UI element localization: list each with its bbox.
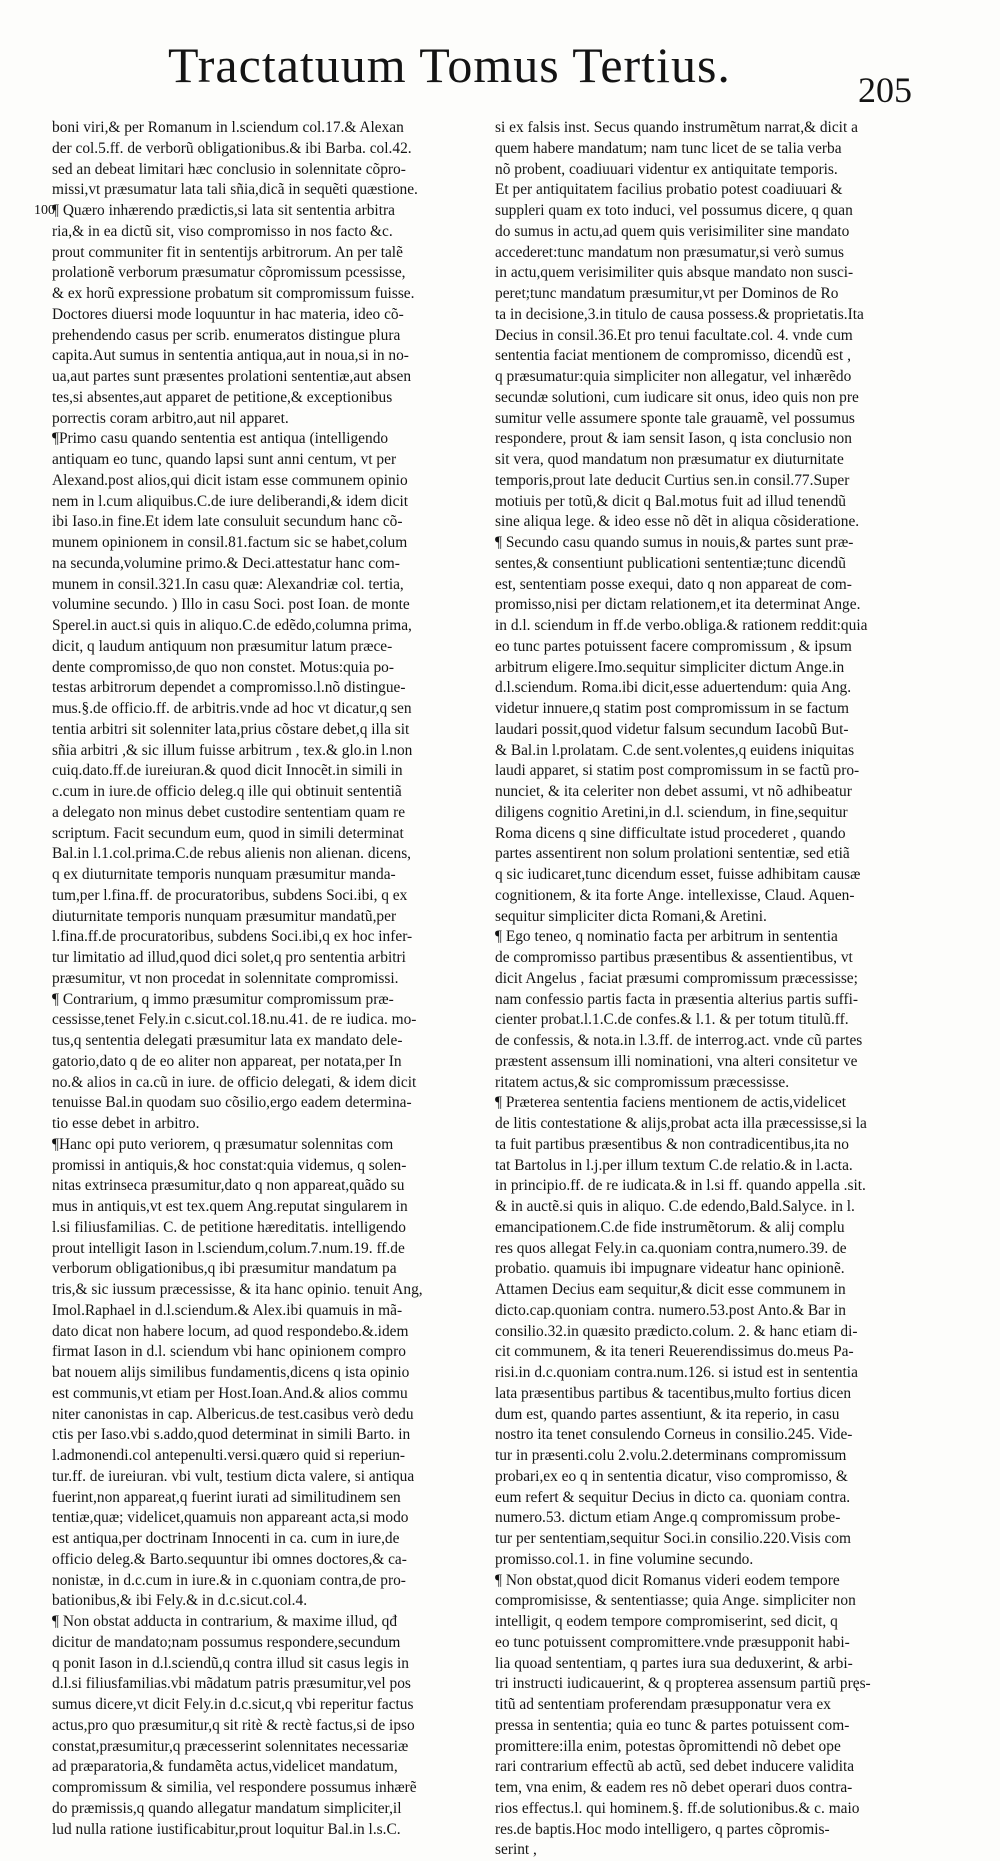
text-line: est communis,vt etiam per Host.Ioan.And.& alios commu bbox=[52, 1384, 408, 1402]
text-line: ua,aut partes sunt præsentes prolationi sententiæ,aut absen bbox=[52, 368, 412, 385]
text-line: d.l.si filiusfamilias.vbi mãdatum patris præsumitur,vel pos bbox=[52, 1675, 411, 1693]
text-line: arbitrum eligere.Imo.sequitur simpliciter dictum Ange.in bbox=[495, 658, 845, 676]
text-line: cuiq.dato.ff.de iureiuran.& quod dicit Innocẽt.in simili in bbox=[52, 762, 403, 780]
text-line: & in auctẽ.si quis in aliquo. C.de edendo,Bald.Salyce. in l. bbox=[495, 1198, 855, 1215]
text-line: numero.53. dictum etiam Ange.q compromissum probe- bbox=[495, 1509, 841, 1527]
text-line: tio esse debet in arbitro. bbox=[52, 1115, 200, 1132]
text-line: ¶ Secundo casu quando sumus in nouis,& partes sunt præ- bbox=[495, 534, 854, 551]
text-line: est antiqua,per doctrinam Innocenti in ca. cum in iure,de bbox=[52, 1530, 400, 1547]
text-line: in d.l. sciendum in ff.de verbo.obliga.& rationem reddit:quia bbox=[495, 617, 868, 634]
text-line: dicit Angelus , faciat præsumi compromissum præcessisse; bbox=[495, 969, 858, 987]
text-line: Doctores diuersi mode loquuntur in hac materia, ideo cõ- bbox=[52, 305, 404, 323]
text-line: bationibus,& ibi Fely.& in d.c.sicut.col.4. bbox=[52, 1592, 308, 1610]
text-line: Imol.Raphael in d.l.sciendum.& Alex.ibi quamuis in mã- bbox=[52, 1301, 403, 1319]
text-line: probari,ex eo q in sententia dicatur, viso compromisso, & bbox=[495, 1467, 848, 1485]
text-line: ¶ Quæro inhærendo prædictis,si lata sit sententia arbitra bbox=[52, 202, 395, 219]
text-line: ibi Iaso.in fine.Et idem late consuluit secundum hanc cõ- bbox=[52, 513, 403, 531]
text-line: titũ ad sententiam proferendam præsupponatur vera ex bbox=[495, 1696, 831, 1713]
text-line: a delegato non minus debet custodire sententiam quam re bbox=[52, 803, 406, 821]
text-line: cessisse,tenet Fely.in c.sicut.col.18.nu.41. de re iudica. mo- bbox=[52, 1011, 417, 1029]
text-line: sit vera, quod mandatum non præsumatur ex diuturnitate bbox=[495, 451, 844, 468]
text-line: Sperel.in auct.si quis in aliquo.C.de edẽdo,columna prima, bbox=[52, 617, 412, 634]
text-line: dum est, quando partes assentiunt, & ita reperio, in casu bbox=[495, 1405, 840, 1423]
text-line: eo tunc potuissent compromittere.vnde præsupponit habi- bbox=[495, 1633, 850, 1651]
text-line: bat nouem alijs similibus fundamentis,dicens q ista opinio bbox=[52, 1364, 410, 1381]
text-line: laudari possit,quod videtur falsum secundum Iacobũ But- bbox=[495, 720, 849, 738]
text-line: cognitionem, & ita forte Ange. intellexisse, Claud. Aquen- bbox=[495, 886, 855, 904]
text-line: promissi in antiquis,& hoc constat:quia videmus, q solen- bbox=[52, 1156, 407, 1174]
text-line: consilio.32.in quæsito prædicto.colum. 2. & hanc etiam di- bbox=[495, 1322, 858, 1340]
text-line: ¶ Non obstat,quod dicit Romanus videri eodem tempore bbox=[495, 1571, 840, 1589]
text-line: sumitur velle assumere sponte tale grauamẽ, vel possumus bbox=[495, 409, 855, 427]
text-line: ¶Hanc opi puto veriorem, q præsumatur solennitas com bbox=[52, 1135, 394, 1153]
text-line: suppleri quam ex toto induci, vel possumus dicere, q quan bbox=[495, 202, 853, 219]
right-text-column bbox=[495, 118, 905, 1861]
text-line: ¶ Contrarium, q immo præsumitur compromissum præ- bbox=[52, 990, 394, 1008]
text-line: testas arbitrorum dependet a compromisso.l.nõ distingue- bbox=[52, 679, 406, 697]
text-line: verborum obligationibus,q ibi præsumitur mandatum pa bbox=[52, 1260, 397, 1278]
text-line: Alexand.post alios,qui dicit istam esse communem opinio bbox=[52, 471, 408, 489]
text-line: diuturnitate temporis nunquam præsumitur mandatũ,per bbox=[52, 907, 397, 925]
text-line: si ex falsis inst. Secus quando instrumẽtum narrat,& dicit a bbox=[495, 119, 858, 136]
text-line: cit communem, & ita teneri Reuerendissimus do.meus Pa- bbox=[495, 1343, 854, 1361]
text-line: do sumus in actu,ad quem quis verisimiliter sine mandato bbox=[495, 222, 850, 240]
text-line: actus,pro quo præsumitur,q sit ritè & rectè factus,si de ipso bbox=[52, 1716, 415, 1734]
text-line: mus in antiquis,vt est tex.quem Ang.reputat singularem in bbox=[52, 1198, 408, 1215]
text-line: cienter probat.l.1.C.de confes.& l.1. & per totum titulũ.ff. bbox=[495, 1011, 849, 1029]
text-line: eum refert & sequitur Decius in dicto ca. quoniam contra. bbox=[495, 1488, 851, 1506]
text-line: diligens cognitio Aretini,in d.l. sciendum, in fine,sequitur bbox=[495, 803, 848, 821]
text-line: q sic iudicaret,tunc dicendum esset, fuisse adhibitam causæ bbox=[495, 866, 861, 883]
text-line: dicit, q laudum antiquum non præsumitur latum præce- bbox=[52, 637, 393, 655]
text-line: ta fuit partibus præsentibus & non contradicentibus,ita no bbox=[495, 1135, 849, 1153]
text-line: promisso.col.1. in fine volumine secundo. bbox=[495, 1550, 754, 1568]
text-line: lud nulla ratione iustificabitur,prout loquitur Bal.in l.s.C. bbox=[52, 1820, 401, 1838]
text-line: prout intelligit Iason in l.sciendum,colum.7.num.19. ff.de bbox=[52, 1239, 405, 1257]
text-line: Decius in consil.36.Et pro tenui facultate.col. 4. vnde cum bbox=[495, 326, 853, 344]
text-line: sed an debeat limitari hæc conclusio in solennitate cõpro- bbox=[52, 160, 406, 178]
running-title: Tractatuum Tomus Tertius. bbox=[168, 37, 731, 93]
text-line: tri instructi iudicauerint, & q propterea assensum partiũ pręs- bbox=[495, 1675, 871, 1693]
text-line: intelligit, q eodem tempore compromiserint, sed dicit, q bbox=[495, 1613, 838, 1630]
text-line: est, sententiam posse exequi, dato q non appareat de com- bbox=[495, 575, 852, 593]
text-line: nunciet, & ita celeriter non debet assumi, vt nõ adhibeatur bbox=[495, 783, 852, 800]
text-line: dente compromisso,de quo non constet. Motus:quia po- bbox=[52, 658, 394, 676]
text-line: ¶ Ego teneo, q nominatio facta per arbitrum in sententia bbox=[495, 928, 838, 946]
left-text-column bbox=[52, 118, 462, 1840]
text-line: l.fina.ff.de procuratoribus, subdens Soci.ibi,q ex hoc infer- bbox=[52, 928, 413, 946]
text-line: de compromisso partibus præsentibus & assentientibus, vt bbox=[495, 949, 853, 966]
text-line: volumine secundo. ) Illo in casu Soci. post Ioan. de monte bbox=[52, 596, 410, 614]
page-header bbox=[0, 0, 1000, 110]
text-line: tris,& sic iussum præcessisse, & ita hanc opinio. tenuit Ang, bbox=[52, 1281, 423, 1298]
text-line: capita.Aut sumus in sententia antiqua,aut in noua,si in no- bbox=[52, 347, 409, 365]
text-line: peret;tunc mandatum præsumitur,vt per Dominos de Ro bbox=[495, 285, 839, 302]
text-line: tur per sententiam,sequitur Soci.in consilio.220.Visis com bbox=[495, 1530, 852, 1547]
text-line: sentes,& consentiunt publicationi sententiæ;tunc dicendũ bbox=[495, 554, 846, 572]
text-line: in principio.ff. de re iudicata.& in l.si ff. quando appella .sit. bbox=[495, 1177, 866, 1195]
text-line: mus.§.de officio.ff. de arbitris.vnde ad hoc vt dicatur,q sen bbox=[52, 700, 412, 717]
text-line: sñia arbitri ,& sic illum fuisse arbitrum , tex.& glo.in l.non bbox=[52, 741, 413, 759]
text-line: compromissum & similia, vel respondere possumus inhærẽ bbox=[52, 1779, 417, 1796]
text-line: sententia faciat mentionem de compromisso, dicendũ est , bbox=[495, 347, 852, 365]
text-line: ria,& in ea dictũ sit, viso compromisso in nos facto &c. bbox=[52, 222, 393, 240]
text-line: motiuis per totũ,& dicit q Bal.motus fuit ad illud tenendũ bbox=[495, 492, 846, 510]
text-line: l.admonendi.col antepenulti.versi.quæro quid si reperiun- bbox=[52, 1447, 406, 1464]
text-line: ctis per Iaso.vbi s.addo,quod determinat in simili Barto. in bbox=[52, 1426, 411, 1444]
text-line: nem in l.cum aliquibus.C.de iure deliberandi,& idem dicit bbox=[52, 492, 409, 510]
text-line: tentia arbitri sit solenniter lata,prius cõstare debet,q illa sit bbox=[52, 720, 410, 738]
text-line: dicitur de mandato;nam possumus respondere,secundum bbox=[52, 1633, 401, 1651]
text-line: rari contrarium effectũ ab actũ, sed debet inducere validita bbox=[495, 1758, 855, 1776]
text-line: lata præsentibus partibus & tacentibus,multo fortius dicen bbox=[495, 1384, 852, 1402]
text-line: Et per antiquitatem facilius probatio potest coadiuuari & bbox=[495, 181, 843, 199]
text-line: serint , bbox=[495, 1841, 537, 1859]
text-line: tus,q sententia delegati præsumitur lata ex mandato dele- bbox=[52, 1032, 403, 1049]
text-line: q ponit Iason in d.l.sciendũ,q contra illud sit casus legis in bbox=[52, 1654, 409, 1672]
text-line: boni viri,& per Romanum in l.sciendum col.17.& Alexan bbox=[52, 119, 404, 136]
text-line: antiquam eo tunc, quando lapsi sunt anni centum, vt per bbox=[52, 451, 397, 468]
text-line: sumus dicere,vt dicit Fely.in d.c.sicut,q vbi reperitur factus bbox=[52, 1696, 414, 1713]
text-line: tentiæ,quæ; videlicet,quamuis non appareant acta,si modo bbox=[52, 1509, 409, 1527]
text-line: constat,præsumitur,q præcesserint solennitates necessariæ bbox=[52, 1737, 409, 1755]
text-line: de litis contestatione & alijs,probat acta illa præcessisse,si la bbox=[495, 1115, 867, 1132]
text-line: præsumitur, vt non procedat in solennitate compromissi. bbox=[52, 969, 399, 987]
text-line: emancipationem.C.de fide instrumẽtorum. & alij complu bbox=[495, 1218, 845, 1236]
text-line: secundæ solutioni, cum iudicare sit onus, ideo quis non pre bbox=[495, 388, 859, 406]
text-line: d.l.sciendum. Roma.ibi dicit,esse aduertendum: quia Ang. bbox=[495, 679, 852, 697]
text-line: do præmissis,q quando allegatur mandatum simpliciter,il bbox=[52, 1799, 402, 1817]
text-line: tat Bartolus in l.j.per illum textum C.de relatio.& in l.acta. bbox=[495, 1156, 853, 1174]
text-line: ta in decisione,3.in titulo de causa possess.& proprietatis.Ita bbox=[495, 305, 864, 323]
text-line: prehendendo casus per scrib. enumeratos distingue plura bbox=[52, 326, 401, 344]
text-line: tum,per l.fina.ff. de procuratoribus, subdens Soci.ibi, q ex bbox=[52, 886, 408, 904]
text-line: firmat Iason in d.l. sciendum vbi hanc opinionem compro bbox=[52, 1343, 406, 1361]
text-line: probatio. quamuis ibi impugnare videatur hanc opinionẽ. bbox=[495, 1260, 845, 1278]
text-line: tes,si absentes,aut apparet de petitione,& exceptionibus bbox=[52, 388, 393, 406]
text-line: ¶ Non obstat adducta in contrarium, & maxime illud, qđ bbox=[52, 1613, 398, 1630]
text-line: in actu,quem verisimiliter quis absque mandato non susci- bbox=[495, 264, 854, 282]
text-line: ritatem actus,& sic compromissum præcessisse. bbox=[495, 1073, 790, 1091]
text-line: ¶Primo casu quando sententia est antiqua (intelligendo bbox=[52, 430, 389, 448]
text-line: no.& alios in ca.cũ in iure. de officio delegati, & idem dicit bbox=[52, 1073, 417, 1091]
text-line: sine aliqua lege. & ideo esse nõ dẽt in aliqua cõsideratione. bbox=[495, 513, 860, 531]
text-line: niter canonistas in cap. Albericus.de test.casibus verò dedu bbox=[52, 1405, 414, 1423]
text-line: missi,vt præsumatur lata tali sñia,dicã in sequẽti quæstione. bbox=[52, 181, 418, 199]
text-line: quem habere mandatum; nam tunc licet de se talia verba bbox=[495, 139, 842, 157]
page-number: 205 bbox=[858, 70, 912, 110]
text-line: dicto.cap.quoniam contra. numero.53.post Anto.& Bar in bbox=[495, 1301, 846, 1319]
text-line: officio deleg.& Barto.sequuntur ibi omnes doctores,& ca- bbox=[52, 1550, 407, 1568]
text-line: rios effectus.l. qui hominem.§. ff.de solutionibus.& c. maio bbox=[495, 1799, 860, 1817]
text-line: accederet:tunc mandatum non præsumatur,si verò sumus bbox=[495, 243, 845, 261]
text-line: sequitur simpliciter dicta Romani,& Aretini. bbox=[495, 907, 767, 925]
text-line: nam confessio partis facta in præsentia alterius partis suffi- bbox=[495, 990, 859, 1008]
marginal-note-100: 100 bbox=[34, 203, 55, 218]
text-line: & Bal.in l.prolatam. C.de sent.volentes,q euidens iniquitas bbox=[495, 741, 855, 759]
text-line: respondere, prout & iam sensit Iason, q ista conclusio non bbox=[495, 430, 852, 448]
text-line: videtur innuere,q statim post compromissum in se factum bbox=[495, 700, 849, 717]
text-line: prout communiter fit in sententijs arbitrorum. An per talẽ bbox=[52, 243, 403, 261]
text-line: promittere:illa enim, potestas õpromittendi nõ debet ope bbox=[495, 1737, 841, 1755]
text-line: tenuisse Bal.in quodam suo cõsilio,ergo eadem determina- bbox=[52, 1094, 412, 1112]
text-line: præstent assensum illi nominationi, vna alteri consitetur ve bbox=[495, 1052, 858, 1070]
text-line: q ex diuturnitate temporis nunquam præsumitur manda- bbox=[52, 866, 396, 883]
text-line: nostro ita tenet consulendo Corneus in consilio.245. Vide- bbox=[495, 1426, 853, 1444]
text-line: tem, vna enim, & eadem res nõ debet operari duos contra- bbox=[495, 1779, 853, 1796]
text-line: partes assentirent non solum prolationi sententiæ, sed etiã bbox=[495, 845, 850, 863]
text-line: fuerint,non appareat,q fuerint iurati ad similitudinem sen bbox=[52, 1488, 401, 1506]
text-line: Roma dicens q sine difficultate istud procederet , quando bbox=[495, 824, 846, 842]
text-line: tur in præsenti.colu 2.volu.2.determinans compromissum bbox=[495, 1447, 847, 1464]
text-line: l.si filiusfamilias. C. de petitione hæreditatis. intelligendo bbox=[52, 1218, 406, 1236]
text-line: Attamen Decius eam sequitur,& dicit esse communem in bbox=[495, 1281, 846, 1298]
text-line: Bal.in l.1.col.prima.C.de rebus alienis non alienan. dicens, bbox=[52, 845, 412, 863]
text-line: res.de baptis.Hoc modo intelligero, q partes cõpromis- bbox=[495, 1820, 830, 1838]
text-line: munem opinionem in consil.81.factum sic se habet,colum bbox=[52, 534, 408, 551]
text-line: nõ probent, coadiuuari videntur ex antiquitate temporis. bbox=[495, 160, 838, 178]
text-line: nitas extrinseca præsumitur,dato q non appareat,quãdo su bbox=[52, 1177, 405, 1195]
text-line: res quos allegat Fely.in ca.quoniam contra,numero.39. de bbox=[495, 1239, 847, 1257]
text-line: scriptum. Facit secundum eum, quod in simili determinat bbox=[52, 824, 404, 842]
text-line: promisso,nisi per dictam relationem,et ita determinat Ange. bbox=[495, 596, 861, 614]
text-line: der col.5.ff. de verborũ obligationibus.& ibi Barba. col.42. bbox=[52, 139, 412, 157]
text-line: tur limitatio ad illud,quod dici solet,q pro sententia arbitri bbox=[52, 949, 406, 966]
text-line: tur.ff. de iureiuran. vbi vult, testium dicta valere, si antiqua bbox=[52, 1467, 415, 1485]
text-line: na secunda,volumine primo.& Deci.attestatur hanc com- bbox=[52, 554, 400, 572]
text-line: porrectis coram arbitro,aut nil apparet. bbox=[52, 409, 289, 427]
text-line: prolationẽ verborum præsumatur cõpromissum pcessisse, bbox=[52, 264, 406, 282]
text-line: & ex horũ expressione probatum sit compromissum fuisse. bbox=[52, 285, 415, 302]
text-line: laudi apparet, si statim post compromissum in se factũ pro- bbox=[495, 762, 860, 780]
text-line: nonistæ, in d.c.cum in iure.& in c.quoniam contra,de pro- bbox=[52, 1571, 406, 1589]
text-line: dato dicat non habere locum, ad quod respondebo.&.idem bbox=[52, 1322, 409, 1340]
text-line: pressa in sententia; quia eo tunc & partes potuissent com- bbox=[495, 1716, 850, 1734]
text-line: q præsumatur:quia simpliciter non allegatur, vel inhærẽdo bbox=[495, 368, 852, 385]
text-line: temporis,prout late deducit Curtius sen.in consil.77.Super bbox=[495, 471, 850, 489]
text-line: c.cum in iure.de officio deleg.q ille qui obtinuit sententiã bbox=[52, 783, 402, 800]
text-line: munem in consil.321.In casu quæ: Alexandriæ col. tertia, bbox=[52, 575, 404, 593]
text-line: compromisisse, & sententiasse; quia Ange. simpliciter non bbox=[495, 1592, 856, 1610]
text-line: ad præparatoria,& fundamẽta actus,videlicet mandatum, bbox=[52, 1758, 398, 1776]
text-line: de confessis, & nota.in l.3.ff. de interrog.act. vnde cũ partes bbox=[495, 1032, 863, 1049]
text-line: risi.in d.c.quoniam contra.num.126. si istud est in sententia bbox=[495, 1364, 858, 1381]
text-line: eo tunc partes potuissent facere compromissum , & ipsum bbox=[495, 637, 852, 655]
text-line: ¶ Præterea sententia faciens mentionem de actis,videlicet bbox=[495, 1094, 846, 1112]
text-line: gatorio,dato q de eo aliter non appareat, per notata,per In bbox=[52, 1052, 402, 1070]
text-line: lia quoad sententiam, q partes iura sua deduxerint, & arbi- bbox=[495, 1654, 853, 1672]
